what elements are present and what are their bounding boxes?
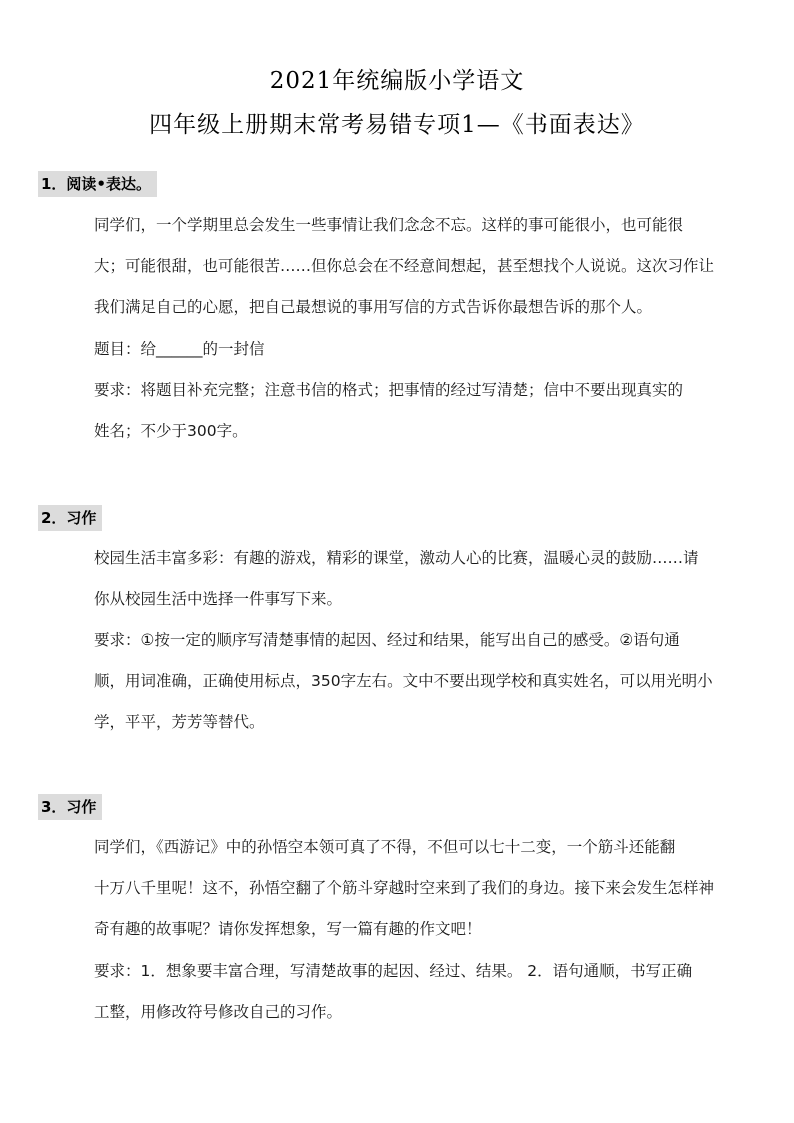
text-line: 要求：①按一定的顺序写清楚事情的起因、经过和结果，能写出自己的感受。②语句通 — [94, 631, 680, 649]
text-line: 要求：1．想象要丰富合理，写清楚故事的起因、经过、结果。 2．语句通顺，书写正确 — [94, 962, 693, 980]
text-line: 奇有趣的故事呢？请你发挥想象，写一篇有趣的作文吧！ — [94, 920, 482, 938]
section-3-requirements-paragraph — [66, 951, 756, 1033]
text-line: 你从校园生活中选择一件事写下来。 — [94, 590, 343, 608]
section-1-requirements-paragraph — [66, 370, 756, 452]
text-line: 顺，用词准确，正确使用标点，350字左右。文中不要出现学校和真实姓名，可以用光明小 — [94, 672, 713, 690]
text-line: 大；可能很甜，也可能很苦……但你总会在不经意间想起，甚至想找个人说说。这次习作让 — [94, 257, 715, 275]
section-3-heading: 3．习作 — [38, 794, 102, 820]
section-1-intro-paragraph — [66, 205, 756, 328]
section-2-requirements-paragraph — [66, 620, 756, 743]
section-2-intro-paragraph — [66, 538, 756, 620]
section-2-heading: 2．习作 — [38, 505, 102, 531]
text-line: 学，平平，芳芳等替代。 — [94, 713, 265, 731]
document-title-line1: 2021年统编版小学语文 — [269, 68, 525, 94]
text-line: 工整，用修改符号修改自己的习作。 — [94, 1003, 343, 1021]
section-3-intro-paragraph — [66, 827, 756, 950]
text-line: 同学们，一个学期里总会发生一些事情让我们念念不忘。这样的事可能很小，也可能很 — [94, 216, 684, 234]
text-line: 校园生活丰富多彩：有趣的游戏，精彩的课堂，激动人心的比赛，温暖心灵的鼓励……请 — [94, 549, 699, 567]
text-line: 姓名；不少于300字。 — [94, 422, 248, 440]
section-1-heading: 1．阅读•表达。 — [38, 171, 157, 197]
text-line: 同学们，《西游记》中的孙悟空本领可真了不得，不但可以七十二变，一个筋斗还能翻 — [94, 838, 676, 856]
section-1-topic-paragraph — [66, 329, 756, 370]
text-line: 我们满足自己的心愿，把自己最想说的事用写信的方式告诉你最想告诉的那个人。 — [94, 298, 653, 316]
text-line: 十万八千里呢！这不，孙悟空翻了个筋斗穿越时空来到了我们的身边。接下来会发生怎样神 — [94, 879, 715, 897]
document-title-line2: 四年级上册期末常考易错专项1—《书面表达》 — [149, 112, 645, 138]
text-line: 要求：将题目补充完整；注意书信的格式；把事情的经过写清楚；信中不要出现真实的 — [94, 381, 684, 399]
text-line: 题目：给______的一封信 — [94, 340, 265, 358]
